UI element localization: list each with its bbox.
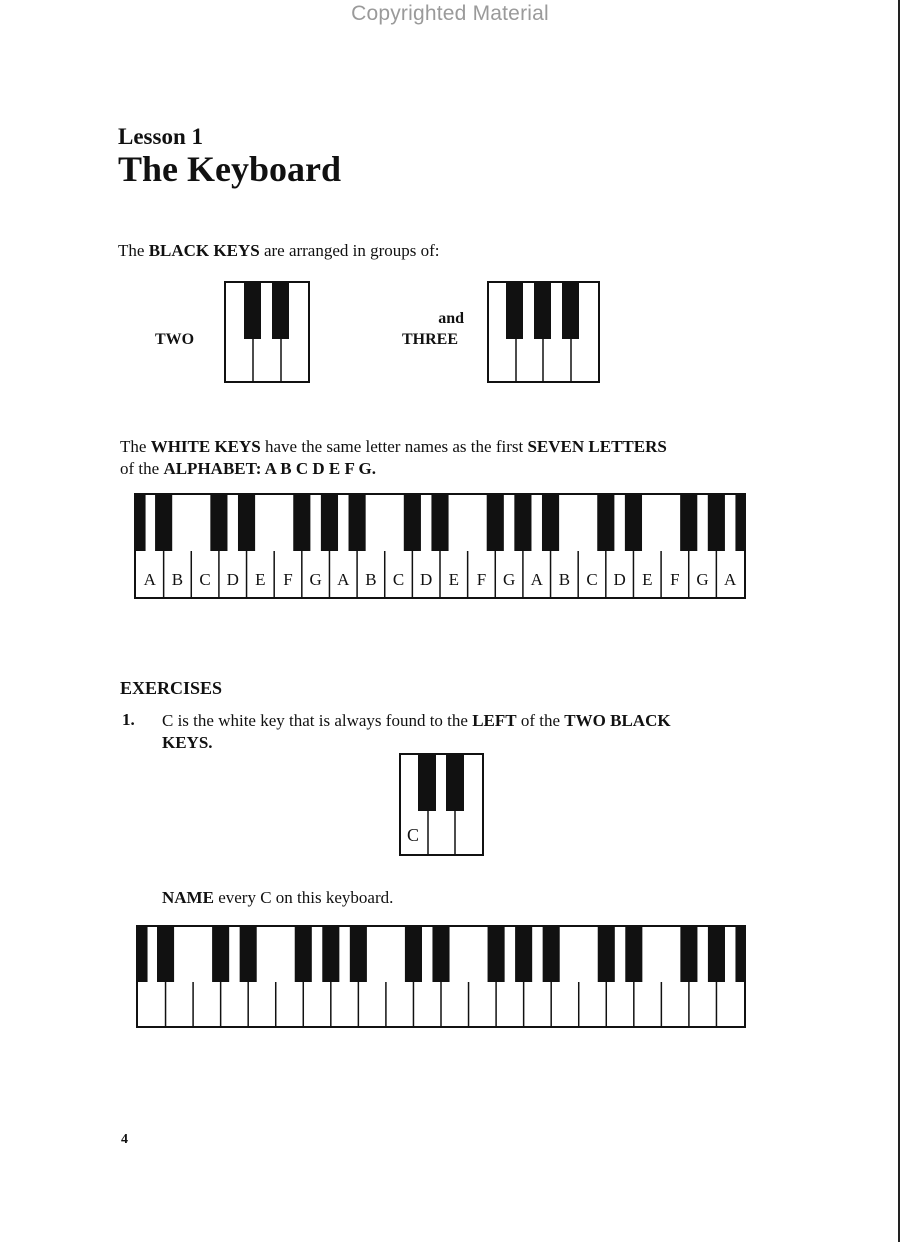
black-key	[680, 926, 697, 982]
black-key	[708, 926, 725, 982]
lesson-label: Lesson 1	[118, 124, 203, 149]
black-key	[350, 926, 367, 982]
black-key	[735, 494, 745, 551]
sentence-text: of the	[120, 459, 164, 478]
black-key	[136, 494, 146, 551]
black-key	[240, 926, 257, 982]
sentence-bold: SEVEN LETTERS	[527, 437, 667, 456]
exercise-text: of the	[516, 711, 565, 730]
white-key-label: B	[171, 570, 184, 589]
white-key-label: C	[199, 570, 211, 589]
white-key-label: A	[337, 570, 350, 589]
sentence-bold: BLACK KEYS	[148, 241, 260, 260]
black-key	[155, 494, 172, 551]
white-key-label: F	[670, 570, 680, 589]
blank-exercise-keyboard	[136, 925, 746, 1028]
white-key-label: D	[226, 570, 239, 589]
black-key	[238, 494, 255, 551]
black-key	[295, 926, 312, 982]
white-key-label: B	[365, 570, 377, 589]
exercise-1-text	[162, 710, 722, 754]
lettered-keyboard	[134, 493, 746, 599]
white-key-label: G	[696, 570, 709, 589]
c-key-diagram	[399, 753, 484, 857]
sentence-bold: WHITE KEYS	[150, 437, 261, 456]
exercises-heading: EXERCISES	[120, 678, 223, 698]
and-label: and	[438, 310, 464, 327]
sentence-text: are arranged in groups of:	[259, 241, 440, 260]
page-title: The Keyboard	[118, 149, 342, 189]
white-key-label: F	[283, 570, 293, 589]
black-key	[598, 926, 615, 982]
white-key-label: E	[448, 570, 460, 589]
black-key	[322, 926, 339, 982]
exercise-number: 1.	[122, 710, 135, 729]
prompt-bold: NAME	[162, 888, 214, 907]
black-key	[405, 926, 422, 982]
black-key	[157, 926, 174, 982]
white-key-label: A	[724, 570, 737, 589]
white-key-label: D	[613, 570, 626, 589]
white-key-label: G	[502, 570, 516, 589]
page-number: 4	[121, 1132, 128, 1147]
black-key	[488, 926, 505, 982]
name-prompt	[162, 888, 393, 908]
exercise-text: C is the white key that is always found to the	[162, 711, 473, 730]
black-key	[735, 926, 745, 982]
white-key-label: F	[476, 570, 487, 589]
black-key	[487, 494, 504, 551]
black-key	[321, 494, 338, 551]
black-key	[515, 926, 532, 982]
white-key-label: E	[255, 570, 266, 589]
white-key-label: B	[558, 570, 571, 589]
black-key	[432, 926, 449, 982]
exercise-bold: TWO BLACK KEYS.	[162, 711, 671, 752]
sentence-text: The	[120, 437, 151, 456]
black-key	[210, 494, 227, 551]
exercise-bold: LEFT	[472, 711, 517, 730]
white-key-label: D	[420, 570, 433, 589]
black-key	[212, 926, 229, 982]
sentence-bold: ALPHABET: A B C D E F G.	[163, 459, 376, 478]
black-key	[404, 494, 421, 551]
two-label: TWO	[155, 331, 195, 348]
black-key	[708, 494, 725, 551]
black-keys-sentence	[118, 240, 440, 262]
white-key-label: E	[642, 570, 653, 589]
copyright-watermark: Copyrighted Material	[351, 2, 549, 25]
black-key	[543, 926, 560, 982]
white-key-label: C	[392, 570, 405, 589]
sentence-text: The	[118, 241, 149, 260]
three-label: THREE	[402, 331, 459, 348]
c-key-label: C	[406, 825, 420, 845]
sentence-text: have the same letter names as the first	[260, 437, 528, 456]
black-key	[514, 494, 531, 551]
black-key	[680, 494, 697, 551]
three-black-keys-diagram	[487, 281, 600, 384]
black-key	[597, 494, 614, 551]
white-key-label: A	[530, 570, 543, 589]
black-key	[349, 494, 366, 551]
black-key	[431, 494, 448, 551]
black-key	[138, 926, 148, 982]
white-keys-sentence	[120, 436, 780, 480]
white-key-label: A	[143, 570, 156, 589]
black-key	[625, 926, 642, 982]
black-key	[542, 494, 559, 551]
white-key-label: C	[586, 570, 598, 589]
black-key	[625, 494, 642, 551]
two-black-keys-diagram	[224, 281, 310, 384]
white-key-label: G	[309, 570, 322, 589]
prompt-text: every C on this keyboard.	[213, 888, 394, 907]
black-key	[293, 494, 310, 551]
